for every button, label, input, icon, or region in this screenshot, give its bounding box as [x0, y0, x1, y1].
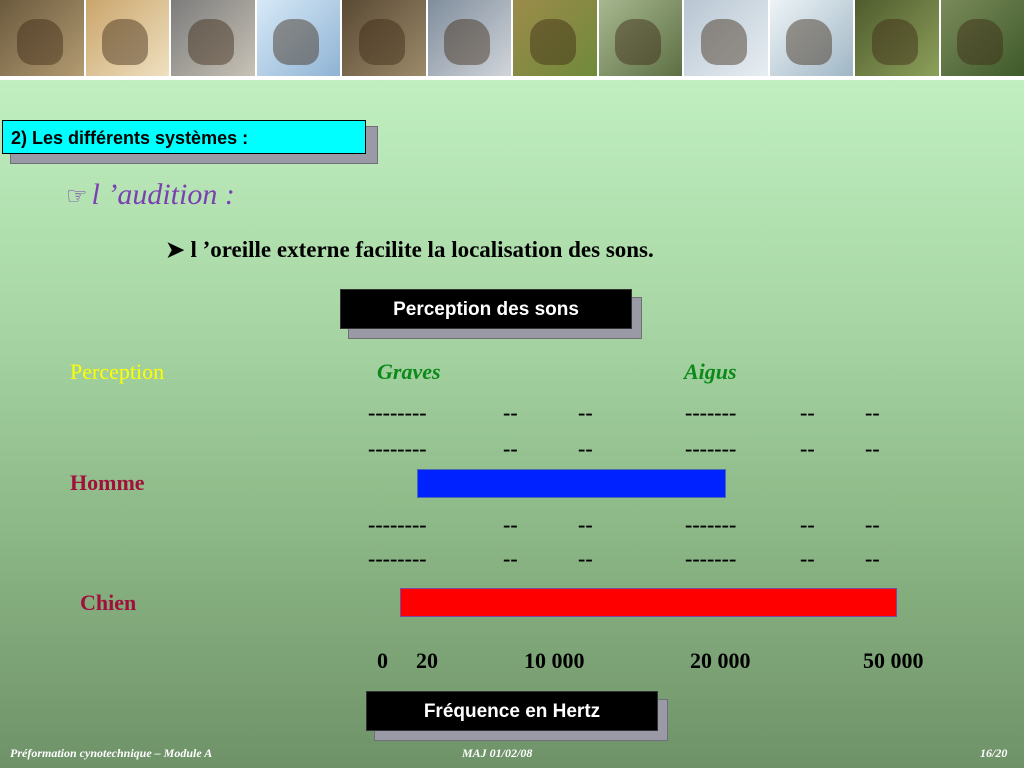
dash-segment: -------: [685, 400, 737, 425]
photo-thumbnail: [342, 0, 426, 76]
perception-label: Perception: [70, 359, 165, 384]
footer-right: 16/20: [980, 746, 1008, 760]
photo-thumbnail: [941, 0, 1024, 76]
homme-label: Homme: [70, 470, 145, 495]
frequency-tick: 0: [377, 648, 388, 673]
frequency-tick: 50 000: [863, 648, 924, 673]
dash-segment: --: [503, 546, 518, 571]
frequency-tick: 20 000: [690, 648, 751, 673]
bullet-text: l ’oreille externe facilite la localisation des sons.: [190, 237, 654, 262]
dash-segment: --------: [368, 400, 427, 425]
photo-thumbnail: [0, 0, 84, 76]
footer-center: MAJ 01/02/08: [462, 746, 533, 760]
photo-thumbnail: [684, 0, 768, 76]
dash-segment: --: [578, 400, 593, 425]
arrowhead-bullet-icon: ➤: [166, 237, 185, 262]
dash-segment: -------: [685, 546, 737, 571]
photo-strip: [0, 0, 1024, 80]
photo-thumbnail: [86, 0, 170, 76]
pointing-hand-icon: ☞: [66, 184, 88, 210]
dash-segment: --: [503, 400, 518, 425]
dash-segment: --: [578, 546, 593, 571]
photo-thumbnail: [513, 0, 597, 76]
dash-segment: --: [865, 512, 880, 537]
aigus-label: Aigus: [684, 359, 737, 384]
dash-segment: -------: [685, 512, 737, 537]
chien-bar: [400, 588, 897, 617]
photo-thumbnail: [428, 0, 512, 76]
dash-segment: --------: [368, 436, 427, 461]
footer-left: Préformation cynotechnique – Module A: [10, 746, 213, 760]
homme-bar: [417, 469, 726, 498]
dash-segment: --: [865, 436, 880, 461]
bullet-point: [166, 237, 654, 263]
dash-segment: --: [800, 400, 815, 425]
frequency-tick: 10 000: [524, 648, 585, 673]
dash-segment: --: [503, 512, 518, 537]
dash-segment: --: [865, 400, 880, 425]
dash-segment: --: [800, 546, 815, 571]
dash-segment: --: [503, 436, 518, 461]
dash-segment: -------: [685, 436, 737, 461]
photo-thumbnail: [770, 0, 854, 76]
section-title: 2) Les différents systèmes :: [2, 120, 366, 154]
dash-segment: --------: [368, 546, 427, 571]
photo-thumbnail: [599, 0, 683, 76]
dash-segment: --------: [368, 512, 427, 537]
dash-segment: --: [800, 436, 815, 461]
graves-label: Graves: [377, 359, 441, 384]
dash-segment: --: [578, 436, 593, 461]
frequency-box: Fréquence en Hertz: [366, 691, 658, 731]
photo-thumbnail: [257, 0, 341, 76]
chien-label: Chien: [80, 590, 137, 615]
photo-thumbnail: [855, 0, 939, 76]
dash-segment: --: [578, 512, 593, 537]
dash-segment: --: [800, 512, 815, 537]
photo-thumbnail: [171, 0, 255, 76]
audition-heading: [66, 178, 235, 212]
frequency-tick: 20: [416, 648, 438, 673]
dash-segment: --: [865, 546, 880, 571]
heading-text: l ’audition :: [91, 178, 235, 211]
perception-box: Perception des sons: [340, 289, 632, 329]
